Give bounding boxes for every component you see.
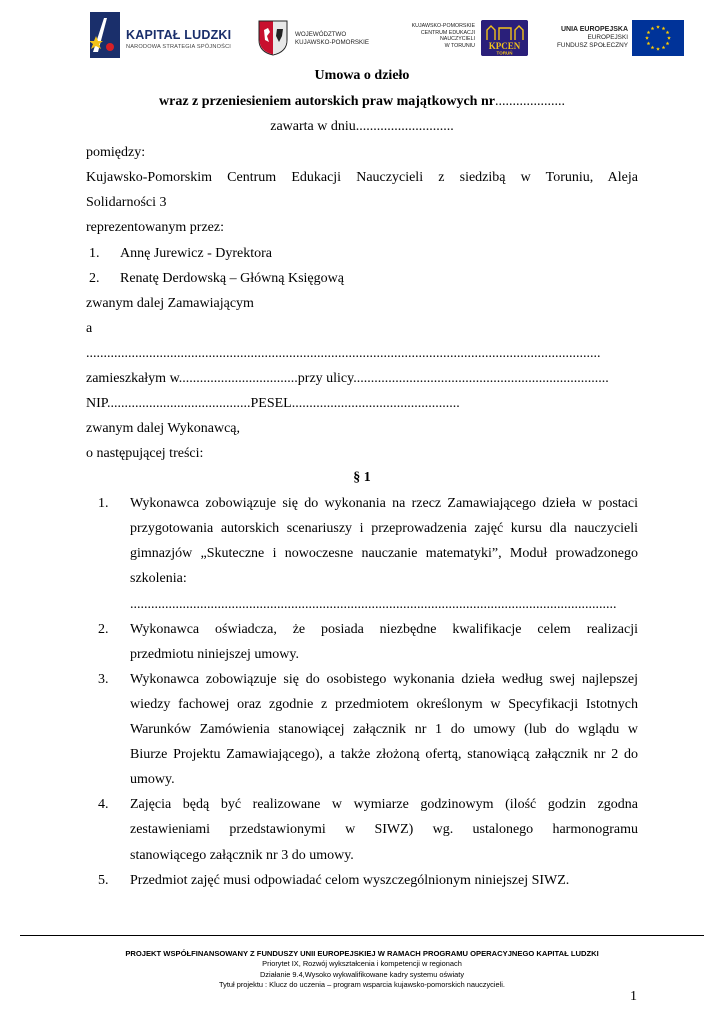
- document-subtitle: [86, 94, 638, 110]
- clause-text-line: Warunków Zamówienia stanowiącej załącznik nr 1 do umowy (lub do wglądu w: [130, 722, 638, 737]
- eu-text: [548, 26, 628, 50]
- clause-text-line: Wykonawca zobowiązuje się do wykonania na rzecz Zamawiającego dzieła w postaci: [130, 496, 638, 511]
- eu-line1: UNIA EUROPEJSKA: [560, 26, 628, 33]
- clause-text-line: wiedzy fachowej oraz zgodnie z przedmiotem określonym w Specyfikacji Istotnych: [130, 697, 638, 712]
- clause-text-line: umowy.: [130, 772, 175, 787]
- and-conjunction: a: [86, 321, 93, 336]
- called-client-line: zwanym dalej Zamawiającym: [86, 296, 254, 311]
- clause-text-line: gimnazjów „Skuteczne i nowoczesne nauczanie matematyki”, Moduł prowadzonego: [130, 546, 638, 561]
- representative-number: 2.: [89, 271, 100, 286]
- kpcen-line1: KUJAWSKO-POMORSKIE: [411, 23, 475, 29]
- clause-text-line: Wykonawca oświadcza, że posiada niezbędne kwalifikacje celem realizacji: [130, 622, 638, 637]
- clause-number: 4.: [98, 797, 109, 812]
- clause-text-line: Biurze Projektu Zamawiającego), a także złożoną ofertą, stanowiącą załącznik nr 2 do: [130, 747, 638, 762]
- clause-text-line: stanowiącego załącznik nr 3 do umowy.: [130, 848, 354, 863]
- clause-number: 3.: [98, 672, 109, 687]
- page-number: 1: [630, 989, 637, 1004]
- voivodeship-crest-icon: [258, 20, 288, 56]
- section-heading: § 1: [353, 470, 371, 485]
- module-blank-line: ...........................................................................................................................................: [130, 597, 617, 612]
- clause-text-line: Wykonawca zobowiązuje się do osobistego wykonania dzieła według swej najlepszej: [130, 672, 638, 687]
- clause-number: 2.: [98, 622, 109, 637]
- representative-number: 1.: [89, 246, 100, 261]
- clause-text-line: Zajęcia będą być realizowane w wymiarze godzinowym (ilość godzin zgodna: [130, 797, 638, 812]
- footer-measure-line: Działanie 9.4,Wysoko wykwalifikowane kadry systemu oświaty: [259, 969, 465, 979]
- content-intro-line: o następującej treści:: [86, 446, 204, 461]
- kpcen-line4: W TORUNIU: [444, 42, 475, 49]
- kpcen-logo-icon: [481, 20, 528, 56]
- clause-number: 5.: [98, 873, 109, 888]
- representative-name: Renatę Derdowską – Główną Księgową: [120, 271, 344, 286]
- kapital-ludzki-title: KAPITAŁ LUDZKI: [126, 28, 232, 42]
- party1-line1: Kujawsko-Pomorskim Centrum Edukacji Nauczycieli z siedzibą w Toruniu, Aleja: [86, 170, 638, 185]
- residence-line: zamieszkałym w..................................przy ulicy.........................................................................: [86, 371, 609, 386]
- party1-line2: Solidarności 3: [86, 195, 167, 210]
- kapital-ludzki-logo-icon: [90, 12, 120, 58]
- footer-project-title-line: Tytuł projektu : Klucz do uczenia – program wsparcia kujawsko-pomorskich nauczycieli.: [219, 980, 505, 989]
- kpcen-line2: CENTRUM EDUKACJI: [420, 29, 475, 36]
- contractor-name-blank: ...................................................................................................................................................: [86, 346, 601, 361]
- called-contractor-line: zwanym dalej Wykonawcą,: [86, 421, 241, 436]
- kpcen-text: [393, 23, 475, 49]
- page-footer: [20, 948, 704, 991]
- representative-name: Annę Jurewicz - Dyrektora: [120, 246, 272, 261]
- footer-divider: [20, 935, 704, 936]
- between-label: pomiędzy:: [86, 145, 146, 160]
- kapital-ludzki-text: [126, 28, 231, 50]
- kpcen-badge: KPCEN: [488, 41, 521, 51]
- clause-text-line: przedmiotu niniejszej umowy.: [130, 647, 299, 662]
- footer-cofinancing-line: PROJEKT WSPÓŁFINANSOWANY Z FUNDUSZY UNII EUROPEJSKIEJ W RAMACH PROGRAMU OPERACYJNEGO KAPITAŁ LUDZKI: [125, 949, 599, 958]
- concluded-date-line: zawarta w dniu............................: [270, 119, 454, 134]
- clause-number: 1.: [98, 496, 109, 511]
- clause-text-line: przygotowania autorskich scenariuszy i przeprowadzenia zajęć kursu dla nauczycieli: [130, 521, 638, 536]
- footer-priority-line: Priorytet IX, Rozwój wykształcenia i kompetencji w regionach: [262, 959, 462, 968]
- represented-by-label: reprezentowanym przez:: [86, 220, 224, 235]
- contract-number-blank: ....................: [494, 94, 565, 109]
- clause-text-line: szkolenia:: [130, 571, 187, 586]
- eu-line3: FUNDUSZ SPOŁECZNY: [556, 42, 628, 49]
- eu-flag-icon: [632, 20, 684, 56]
- clause-text-line: zestawieniami przedstawionymi w SIWZ) wg. ustalonego harmonogramu: [130, 822, 638, 837]
- kpcen-badge-sub: TORUŃ: [496, 50, 513, 56]
- eu-line2: EUROPEJSKI: [587, 34, 628, 41]
- voivodeship-line1: WOJEWÓDZTWO: [295, 31, 347, 38]
- subtitle-bold-text: wraz z przeniesieniem autorskich praw majątkowych nr: [159, 94, 495, 109]
- voivodeship-text: [295, 31, 369, 47]
- clause-text-line: Przedmiot zajęć musi odpowiadać celom wyszczególnionym niniejszej SIWZ.: [130, 873, 570, 888]
- kpcen-line3: NAUCZYCIELI: [439, 36, 475, 42]
- voivodeship-line2: KUJAWSKO-POMORSKIE: [295, 39, 370, 46]
- page-header: [0, 0, 724, 70]
- nip-pesel-line: NIP.........................................PESEL................................................: [86, 396, 460, 411]
- kapital-ludzki-subtitle: NARODOWA STRATEGIA SPÓJNOŚCI: [126, 44, 232, 50]
- document-title: Umowa o dzieło: [314, 68, 410, 83]
